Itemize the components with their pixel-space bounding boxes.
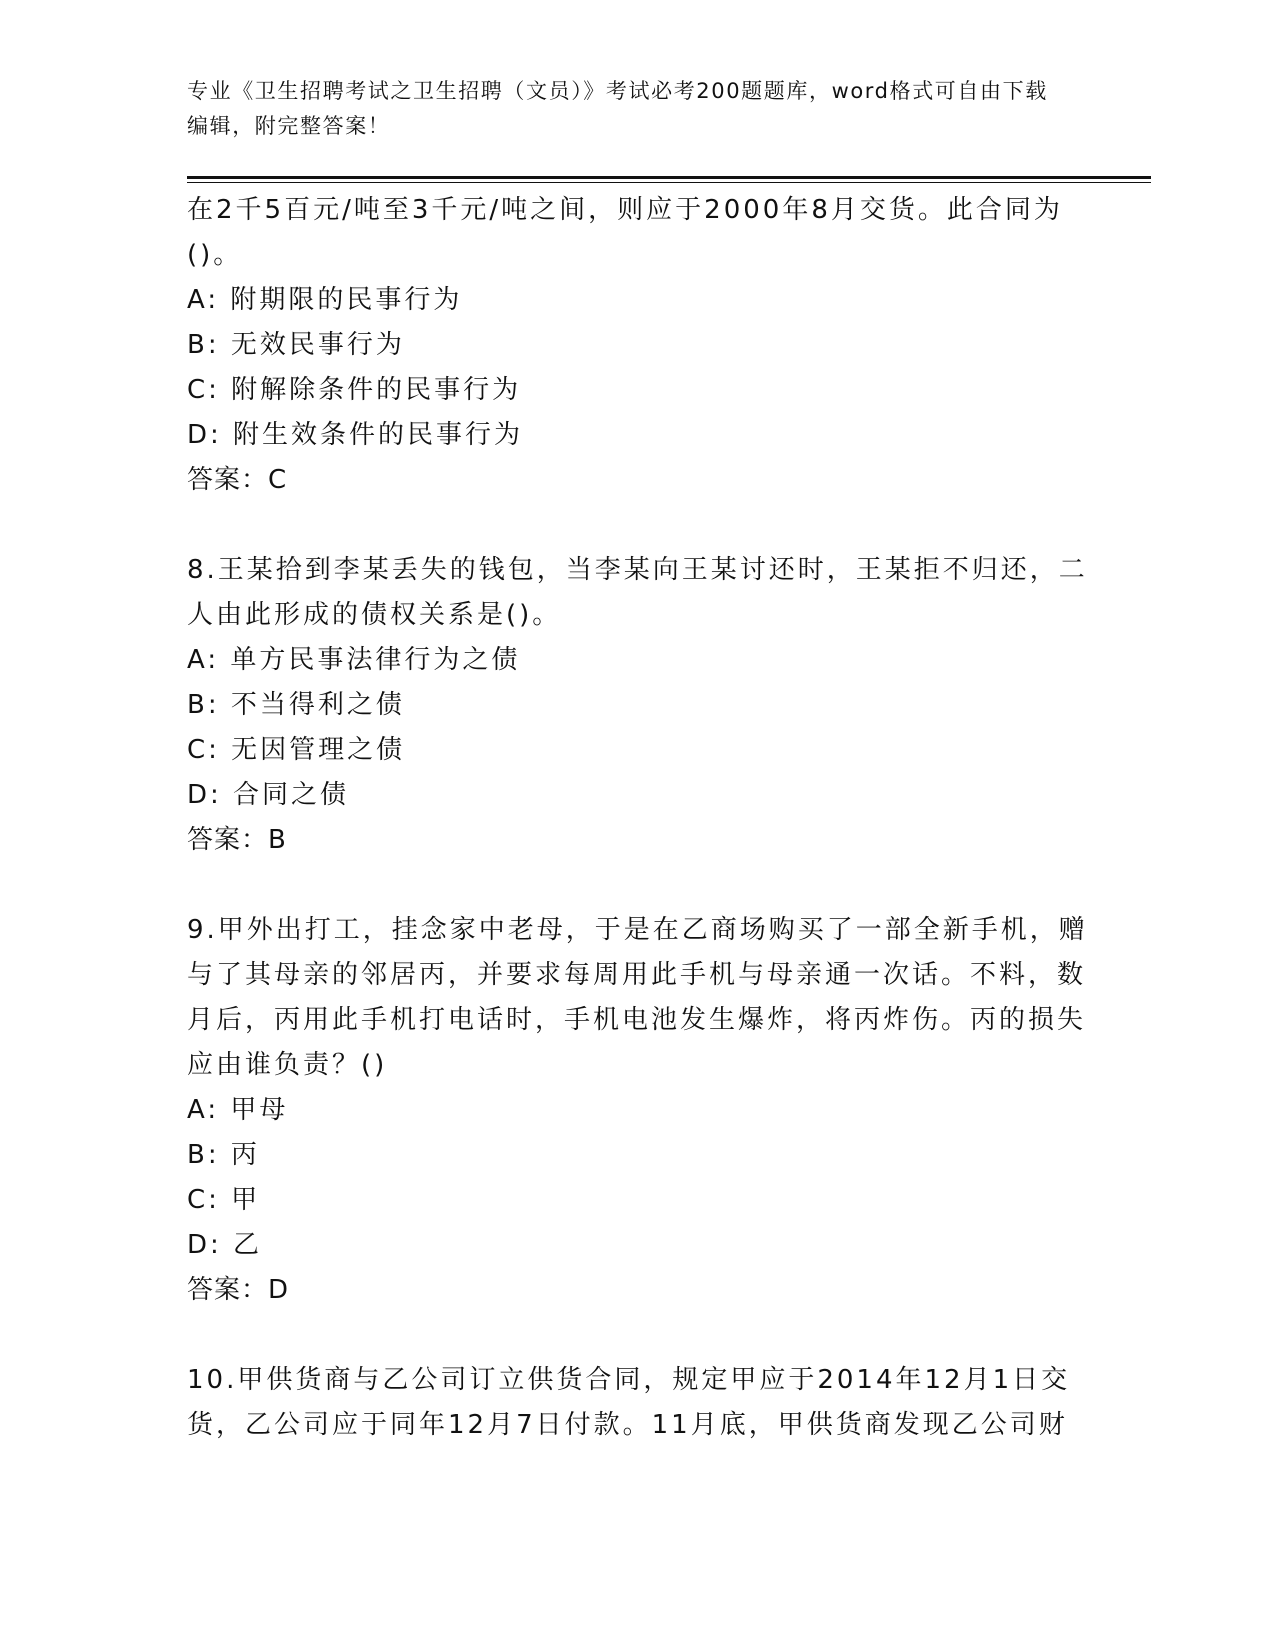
answer-line: 答案：C xyxy=(187,465,288,495)
question-spacer xyxy=(187,503,1107,548)
document-header xyxy=(187,74,1067,144)
question-text: 在2千5百元/吨至3千元/吨之间，则应于2000年8月交货。此合同为()。 xyxy=(187,195,1063,270)
question-item xyxy=(187,1358,1107,1448)
option-b: B: 丙 xyxy=(187,1140,260,1170)
document-title: 专业《卫生招聘考试之卫生招聘（文员）》考试必考200题题库，word格式可自由下载编辑，附完整答案！ xyxy=(187,79,1048,138)
option-c: C: 甲 xyxy=(187,1185,261,1215)
option-a: A: 甲母 xyxy=(187,1095,289,1125)
question-list xyxy=(187,188,1107,1448)
option-d: D: 合同之债 xyxy=(187,780,350,810)
option-d: D: 乙 xyxy=(187,1230,263,1260)
option-a: A: 附期限的民事行为 xyxy=(187,285,463,315)
question-item xyxy=(187,548,1107,863)
header-divider-thick xyxy=(187,176,1151,179)
option-a: A: 单方民事法律行为之债 xyxy=(187,645,521,675)
question-item xyxy=(187,908,1107,1313)
question-spacer xyxy=(187,863,1107,908)
header-divider-thin xyxy=(187,182,1151,183)
question-text: 8.王某拾到李某丢失的钱包，当李某向王某讨还时，王某拒不归还，二人由此形成的债权关系是()。 xyxy=(187,555,1088,630)
question-spacer xyxy=(187,1313,1107,1358)
option-c: C: 附解除条件的民事行为 xyxy=(187,375,522,405)
option-b: B: 不当得利之债 xyxy=(187,690,405,720)
question-text: 10.甲供货商与乙公司订立供货合同，规定甲应于2014年12月1日交货，乙公司应于同年12月7日付款。11月底，甲供货商发现乙公司财 xyxy=(187,1365,1071,1440)
option-d: D: 附生效条件的民事行为 xyxy=(187,420,524,450)
option-b: B: 无效民事行为 xyxy=(187,330,405,360)
option-c: C: 无因管理之债 xyxy=(187,735,406,765)
answer-line: 答案：B xyxy=(187,825,287,855)
question-item xyxy=(187,188,1107,503)
answer-line: 答案：D xyxy=(187,1275,290,1305)
question-text: 9.甲外出打工，挂念家中老母，于是在乙商场购买了一部全新手机，赠与了其母亲的邻居丙，并要求每周用此手机与母亲通一次话。不料，数月后，丙用此手机打电话时，手机电池发生爆炸，将丙炸伤。丙的损失应由谁负责？() xyxy=(187,915,1088,1080)
